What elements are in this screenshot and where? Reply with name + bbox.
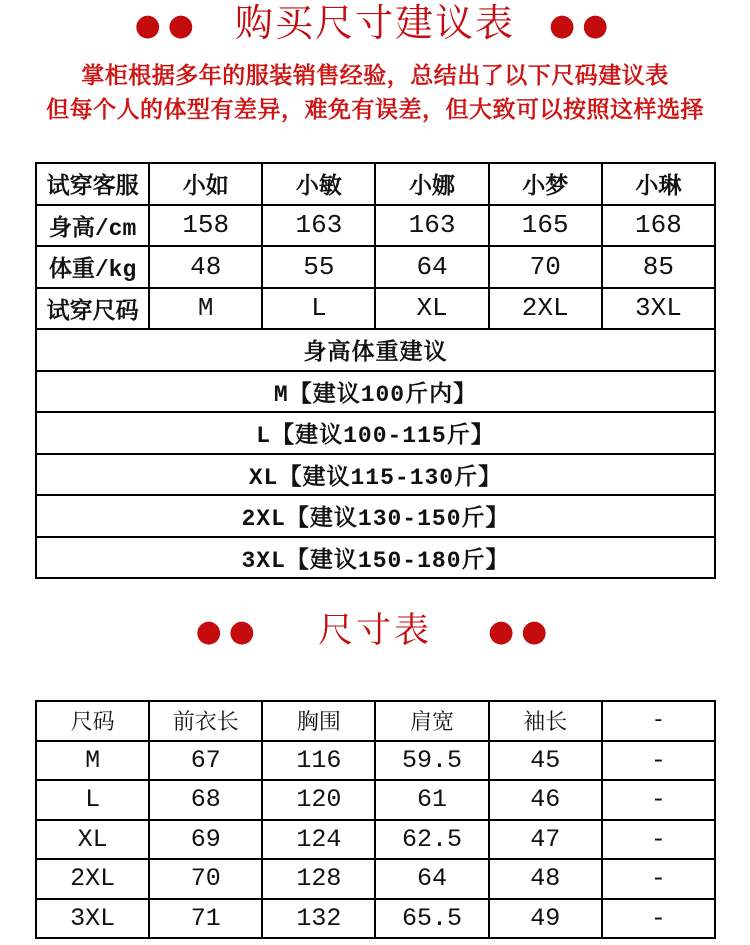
row-label-cell: 身高/cm <box>36 205 149 247</box>
table-row <box>36 780 715 820</box>
value-cell: 163 <box>262 205 375 247</box>
page-title: 购买尺寸建议表 <box>234 3 515 45</box>
header-cell: 小琳 <box>602 163 715 205</box>
value-cell: - <box>602 741 715 781</box>
table-row <box>36 899 715 939</box>
table-row <box>36 495 715 537</box>
value-cell: XL <box>375 288 488 330</box>
size-advice-cell: L【建议100-115斤】 <box>36 412 715 454</box>
header-cell: - <box>602 701 715 741</box>
value-cell: - <box>602 899 715 939</box>
value-cell: 61 <box>375 780 488 820</box>
value-cell: 59.5 <box>375 741 488 781</box>
value-cell: - <box>602 820 715 860</box>
main-title-row <box>0 2 750 48</box>
table-row <box>36 741 715 781</box>
value-cell: 65.5 <box>375 899 488 939</box>
decor-dots-left: ●● <box>195 614 262 649</box>
value-cell: 71 <box>149 899 262 939</box>
table-row <box>36 371 715 413</box>
size-cell: 3XL <box>36 899 149 939</box>
decor-dots-right: ●● <box>488 614 555 649</box>
table-row <box>36 246 715 288</box>
table-row <box>36 454 715 496</box>
value-cell: 45 <box>489 741 602 781</box>
header-cell: 前衣长 <box>149 701 262 741</box>
value-cell: 47 <box>489 820 602 860</box>
value-cell: 3XL <box>602 288 715 330</box>
value-cell: 55 <box>262 246 375 288</box>
subtitle-line-1: 掌柜根据多年的服装销售经验，总结出了以下尺码建议表 <box>81 63 669 88</box>
table-row <box>36 288 715 330</box>
value-cell: 69 <box>149 820 262 860</box>
merged-heading-cell: 身高体重建议 <box>36 329 715 371</box>
size-cell: XL <box>36 820 149 860</box>
value-cell: 2XL <box>489 288 602 330</box>
size-cell: L <box>36 780 149 820</box>
value-cell: 70 <box>149 859 262 899</box>
table-row <box>36 537 715 579</box>
size-table-title: 尺寸表 <box>317 611 432 650</box>
value-cell: 124 <box>262 820 375 860</box>
value-cell: 64 <box>375 246 488 288</box>
size-advice-cell: M【建议100斤内】 <box>36 371 715 413</box>
value-cell: 168 <box>602 205 715 247</box>
size-cell: M <box>36 741 149 781</box>
value-cell: 64 <box>375 859 488 899</box>
value-cell: 158 <box>149 205 262 247</box>
table-row <box>36 163 715 205</box>
value-cell: 128 <box>262 859 375 899</box>
value-cell: 67 <box>149 741 262 781</box>
value-cell: 68 <box>149 780 262 820</box>
table-row <box>36 859 715 899</box>
header-cell: 肩宽 <box>375 701 488 741</box>
decor-dots-left: ●● <box>134 7 201 43</box>
size-advice-cell: 2XL【建议130-150斤】 <box>36 495 715 537</box>
fit-recommendation-table <box>35 162 716 579</box>
header-cell: 尺码 <box>36 701 149 741</box>
value-cell: 49 <box>489 899 602 939</box>
value-cell: 120 <box>262 780 375 820</box>
table-row <box>36 701 715 741</box>
size-advice-cell: XL【建议115-130斤】 <box>36 454 715 496</box>
header-cell: 小如 <box>149 163 262 205</box>
size-advice-cell: 3XL【建议150-180斤】 <box>36 537 715 579</box>
value-cell: 48 <box>489 859 602 899</box>
header-cell: 胸围 <box>262 701 375 741</box>
value-cell: 85 <box>602 246 715 288</box>
value-cell: - <box>602 859 715 899</box>
row-label-cell: 体重/kg <box>36 246 149 288</box>
header-cell: 小梦 <box>489 163 602 205</box>
measurement-table <box>35 700 716 939</box>
table-row <box>36 329 715 371</box>
value-cell: 163 <box>375 205 488 247</box>
header-cell: 小敏 <box>262 163 375 205</box>
size-cell: 2XL <box>36 859 149 899</box>
table-row <box>36 820 715 860</box>
value-cell: - <box>602 780 715 820</box>
header-cell: 试穿客服 <box>36 163 149 205</box>
value-cell: 62.5 <box>375 820 488 860</box>
value-cell: 132 <box>262 899 375 939</box>
value-cell: 165 <box>489 205 602 247</box>
row-label-cell: 试穿尺码 <box>36 288 149 330</box>
subtitle-line-2: 但每个人的体型有差异，难免有误差，但大致可以按照这样选择 <box>46 97 704 122</box>
value-cell: 70 <box>489 246 602 288</box>
value-cell: L <box>262 288 375 330</box>
decor-dots-right: ●● <box>549 7 616 43</box>
size-table-title-row <box>0 610 750 652</box>
header-cell: 小娜 <box>375 163 488 205</box>
value-cell: 46 <box>489 780 602 820</box>
value-cell: 48 <box>149 246 262 288</box>
value-cell: 116 <box>262 741 375 781</box>
table-row <box>36 205 715 247</box>
table-row <box>36 412 715 454</box>
value-cell: M <box>149 288 262 330</box>
header-cell: 袖长 <box>489 701 602 741</box>
